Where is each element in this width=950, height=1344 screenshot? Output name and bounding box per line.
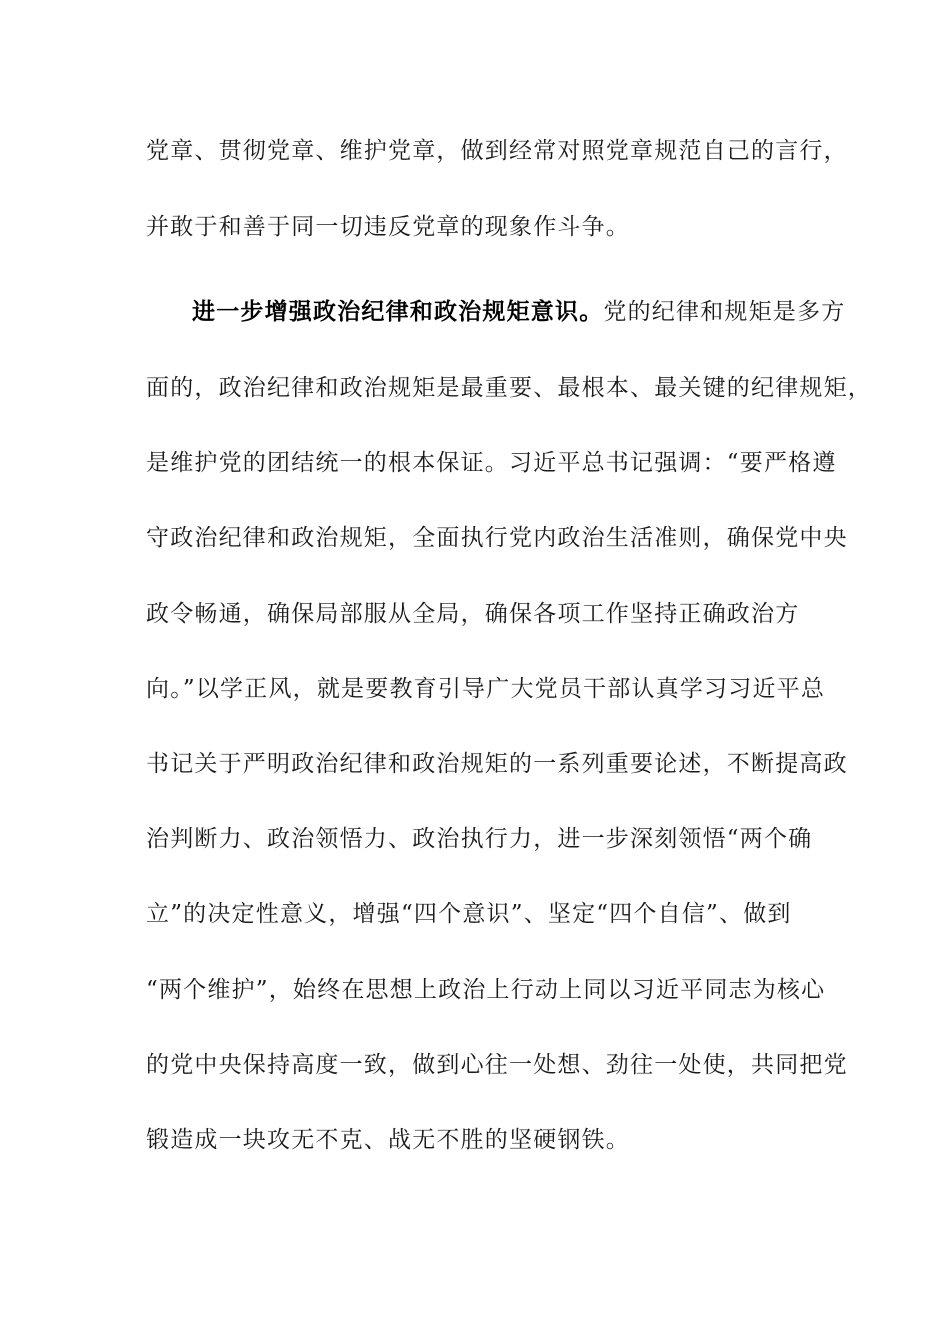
text-line: 立”的决定性意义，增强“四个意识”、坚定“四个自信”、做到 — [146, 901, 792, 927]
text-line: 向。”以学正风，就是要教育引导广大党员干部认真学习习近平总 — [146, 676, 826, 702]
text-line: 锻造成一块攻无不克、战无不胜的坚硬钢铁。 — [146, 1127, 630, 1153]
paragraph-heading-line — [192, 292, 852, 332]
text-line: 面的，政治纪律和政治规矩是最重要、最根本、最关键的纪律规矩， — [146, 375, 872, 401]
text-line: “两个维护”，始终在思想上政治上行动上同以习近平同志为核心 — [146, 977, 826, 1003]
text-run: 党的纪律和规矩是多方 — [603, 299, 846, 325]
text-line: 守政治纪律和政治规矩，全面执行党内政治生活准则，确保党中央 — [146, 525, 848, 551]
paragraph-heading: 进一步增强政治纪律和政治规矩意识。 — [192, 298, 604, 325]
text-line: 的党中央保持高度一致，做到心往一处想、劲往一处使，共同把党 — [146, 1052, 848, 1078]
text-line: 书记关于严明政治纪律和政治规矩的一系列重要论述，不断提高政 — [146, 751, 848, 777]
text-line: 并敢于和善于同一切违反党章的现象作斗争。 — [146, 214, 630, 240]
text-line: 政令畅通，确保局部服从全局，确保各项工作坚持正确政治方 — [146, 601, 800, 627]
text-line: 治判断力、政治领悟力、政治执行力，进一步深刻领悟“两个确 — [146, 826, 813, 852]
text-line: 党章、贯彻党章、维护党章，做到经常对照党章规范自己的言行， — [146, 138, 848, 164]
text-line: 是维护党的团结统一的根本保证。习近平总书记强调：“要严格遵 — [146, 450, 837, 476]
